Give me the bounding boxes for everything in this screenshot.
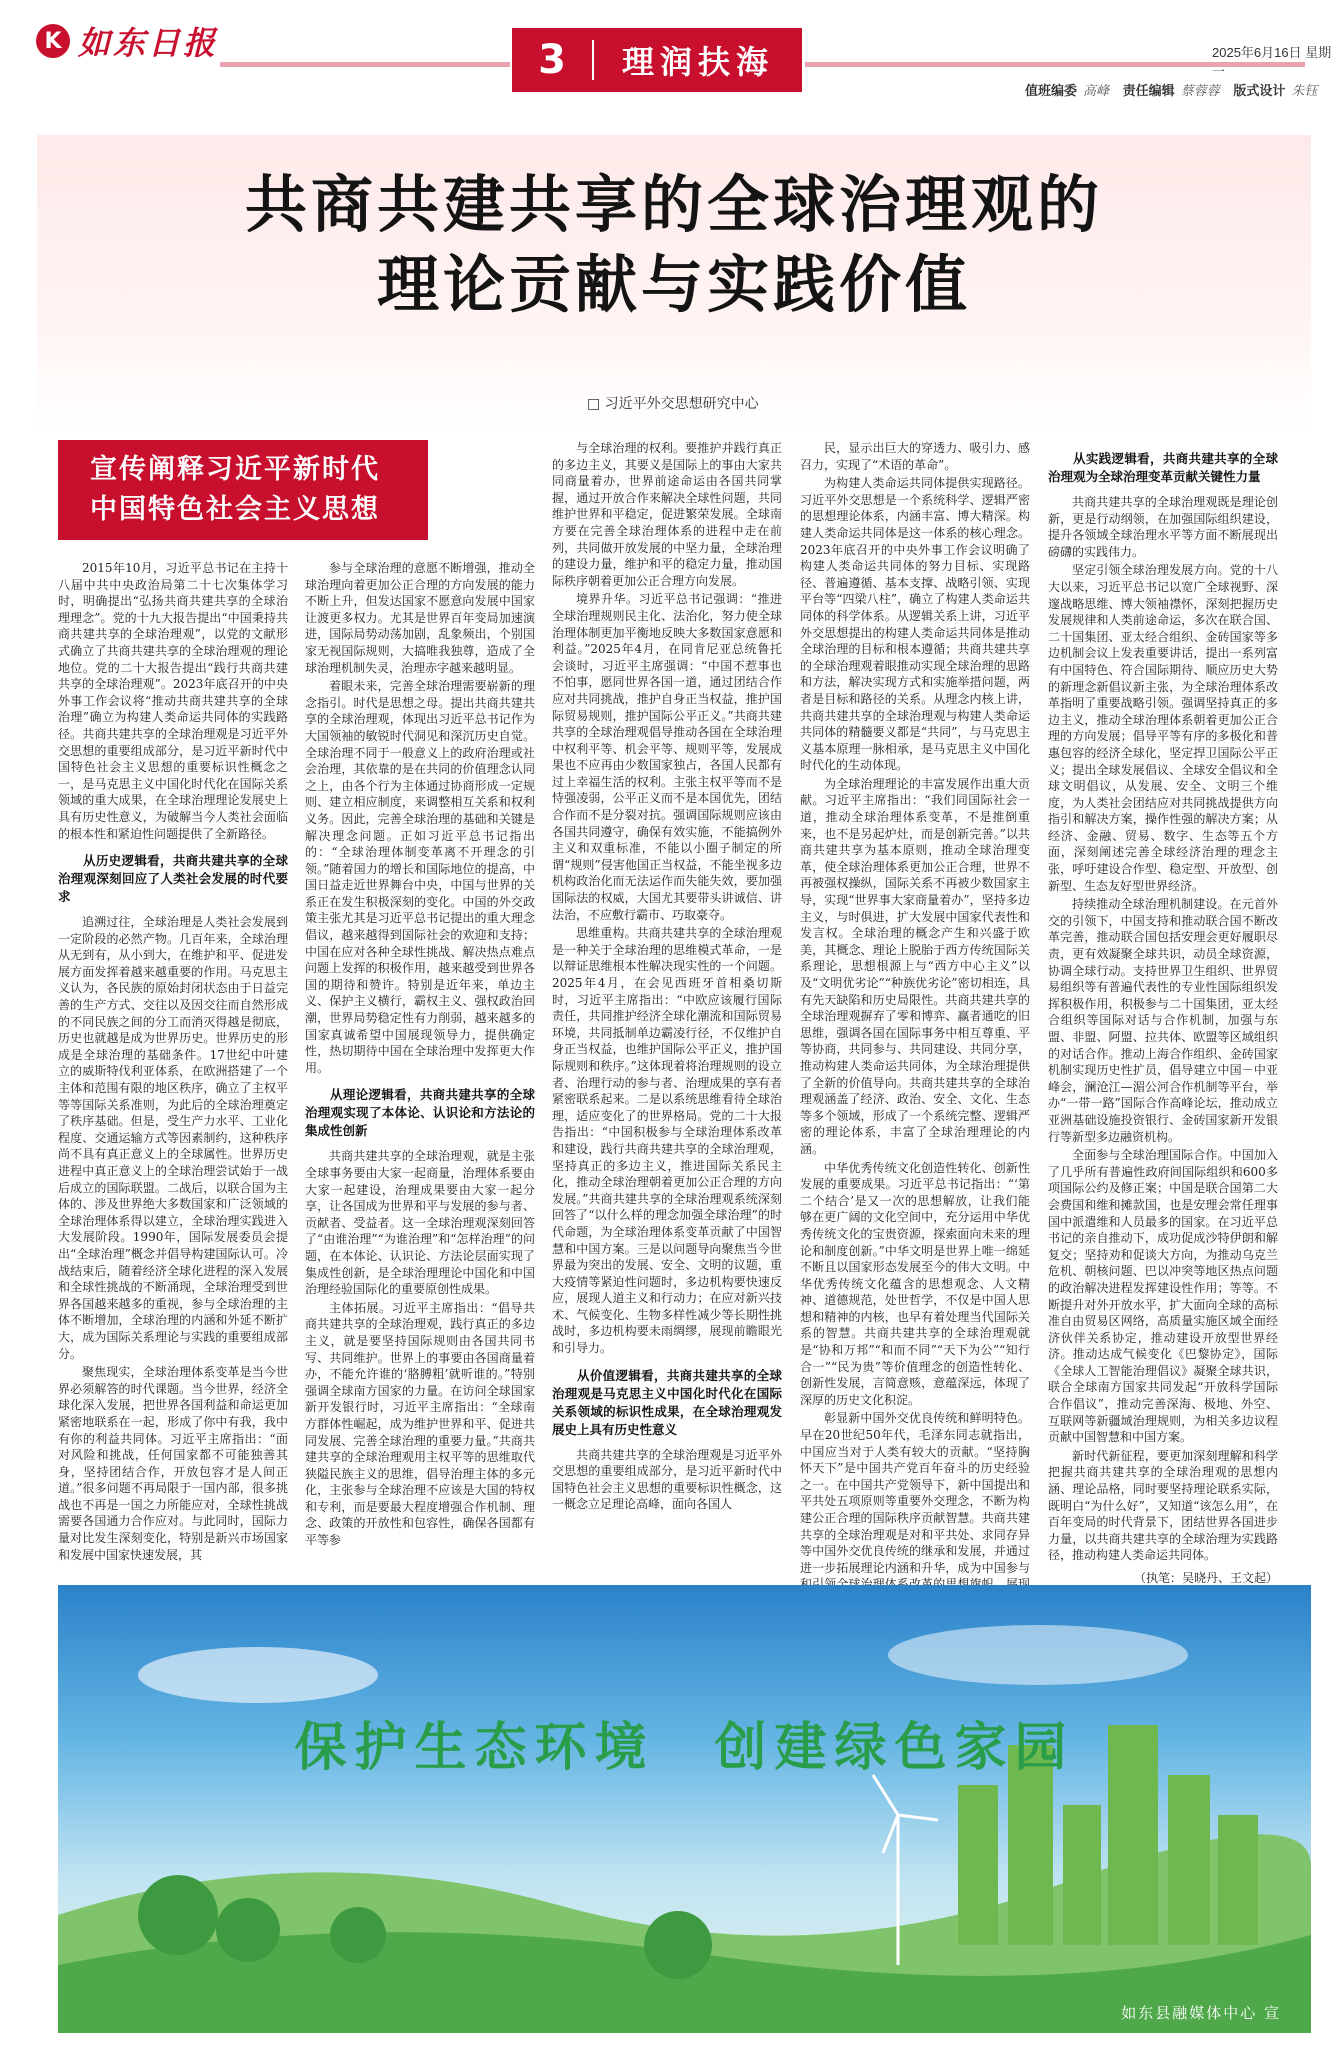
page-section-box (512, 28, 802, 92)
cloud-shape (138, 1647, 378, 1703)
column-5-body (1048, 450, 1278, 1564)
newspaper-name: 如东日报 (78, 24, 219, 62)
body-paragraph: 民，显示出巨大的穿透力、吸引力、感召力，实现了“术语的革命”。 (800, 441, 1030, 472)
body-paragraph: 持续推动全球治理机制建设。在元首外交的引领下，中国支持和推动联合国不断改革完善，推动联合国包括安理会更好履职尽责，更有效凝聚全球共识，动员全球资源，协调全球行动。支持世界卫生组织、世界贸易组织等有普遍代表性的专业性国际组织发挥积极作用，积极参与二十国集团，亚太经合组织等国际对话与合作机制，加强与东盟、非盟、阿盟、拉共体、欧盟等区域组织的对话合作。推动上海合作组织、金砖国家机制实现历史性扩员，倡导建立中国－中亚峰会，澜沧江—湄公河合作机制等平台，举办“一带一路”国际合作高峰论坛，推动成立亚洲基础设施投资银行、金砖国家新开发银行等新型多边融资机构。 (1048, 897, 1278, 1144)
body-paragraph: 着眼未来，完善全球治理需要崭新的理念指引。时代是思想之母。提出共商共建共享的全球治理观，体现出习近平总书记作为大国领袖的敏锐时代洞见和深沉历史自觉。全球治理不同于一般意义上的政府治理或社会治理，其依靠的是在共同的价值理念认同之上，由各个行为主体通过协商形成一定规则、建立相应制度，来调整相互关系和权利义务。因此，完善全球治理的基础和关键是解决理念问题。正如习近平总书记指出的：“全球治理体制变革离不开理念的引领。”随着国力的增长和国际地位的提高，中国日益走近世界舞台中央，中国与世界的关系正在发生积极深刻的变化。中国的外交政策主张尤其是习近平总书记提出的重大理念倡议，越来越得到国际社会的欢迎和支持；中国在应对各种全球性挑战、解决热点难点问题上发挥的积极作用，越来越受到世界各国的期待和赞许。特别是近年来，单边主义、保护主义横行，霸权主义、强权政治回潮，世界局势稳定性有力削弱，越来越多的国家真诚希望中国展现领导力，提供确定性，热切期待中国在全球治理中发挥更大作用。 (305, 679, 535, 1075)
body-paragraph: 为构建人类命运共同体提供实现路径。习近平外交思想是一个系统科学、逻辑严密的思想理论体系，内涵丰富、博大精深。构建人类命运共同体是这一体系的核心理念。2023年底召开的中央外事工作会议明确了构建人类命运共同体的努力目标、实现路径、普遍遵循、基本支撑、战略引领、实现平台等“四梁八柱”，确立了构建人类命运共同体的科学体系。从逻辑关系上讲，习近平外交思想提出的构建人类命运共同体是推动全球治理的目标和根本遵循；共商共建共享的全球治理观着眼推动实现全球治理的思路和方法，解决实现方式和实施举措问题，两者是目标和路径的关系。从理念内核上讲，共商共建共享的全球治理观与构建人类命运共同体的精髓要义都是“共同”，与马克思主义基本原理一脉相承，是马克思主义中国化时代化的生动体现。 (800, 476, 1030, 773)
headline-area (37, 135, 1311, 435)
section-heading: 从价值逻辑看，共商共建共享的全球治理观是马克思主义中国化时代化在国际关系领域的标识性成果，在全球治理观发展史上具有历史性意义 (552, 1367, 782, 1437)
editor-credits (1025, 80, 1327, 99)
author-signature: （执笔：吴晓丹、王文起） (1133, 1571, 1278, 1585)
body-paragraph: 共商共建共享的全球治理观，就是主张全球事务要由大家一起商量，治理体系要由大家一起建设，治理成果要由大家一起分享，让各国成为世界和平与发展的参与者、贡献者、受益者。这一全球治理观深刻回答了“由谁治理”“为谁治理”和“怎样治理”的问题，在本体论、认识论、方法论层面实现了集成性创新，是全球治理理论中国化和中国治理经验国际化的重要原创性成果。 (305, 1149, 535, 1297)
body-paragraph: 聚焦现实，全球治理体系变革是当今世界必须解答的时代课题。当今世界，经济全球化深入发展，把世界各国利益和命运更加紧密地联系在一起，形成了你中有我，我中有你的利益共同体。习近平主席指出：“面对风险和挑战，任何国家都不可能独善其身，坚持团结合作，开放包容才是人间正道。”很多问题不再局限于一国内部，很多挑战也不再是一国之力所能应对，全球性挑战需要各国通力合作应对。与此同时，国际力量对比发生深刻变化，特别是新兴市场国家和发展中国家快速发展，其 (58, 1365, 288, 1562)
body-paragraph: 参与全球治理的意愿不断增强，推动全球治理向着更加公正合理的方向发展的能力不断上升，但发达国家不愿意向发展中国家让渡更多权力。尤其是世界百年变局加速演进，国际局势动荡加剧，乱象频出，个别国家无视国际规则，大搞唯我独尊，造成了全球治理机制失灵，治理赤字越来越明显。 (305, 561, 535, 675)
editor-role: 值班编委 (1025, 83, 1078, 98)
poster-slogan: 保护生态环境 创建绿色家园 (294, 1717, 1075, 1778)
body-paragraph: 全面参与全球治理国际合作。中国加入了几乎所有普遍性政府间国际组织和600多项国际公约及修正案；中国是联合国第二大会费国和维和摊款国，也是安理会常任理事国中派遣维和人员最多的国家。在习近平总书记的亲自推动下，成功促成沙特伊朗和解复交；坚持劝和促谈大方向，为推动乌克兰危机、朝核问题、巴以冲突等地区热点问题的政治解决进程发挥建设性作用；等等。不断提升对外开放水平，扩大面向全球的高标准自由贸易区网络，高质量实施区域全面经济伙伴关系协定，推动建设开放型世界经济。推动达成气候变化《巴黎协定》，国际《全球人工智能治理倡议》凝聚全球共识，联合全球南方国家共同发起“开放科学国际合作倡议”，推动完善深海、极地、外空、互联网等新疆域治理规则，为相关多边议程贡献中国智慧和中国方案。 (1048, 1148, 1278, 1445)
section-heading: 从实践逻辑看，共商共建共享的全球治理观为全球治理变革贡献关键性力量 (1048, 451, 1278, 484)
body-paragraph: 中华优秀传统文化创造性转化、创新性发展的重要成果。习近平总书记指出：“‘第二个结合’是又一次的思想解放，让我们能够在更广阔的文化空间中，充分运用中华优秀传统文化的宝贵资源，探索面向未来的理论和制度创新。”中华文明是世界上唯一绵延不断且以国家形态发展至今的伟大文明。中华优秀传统文化蕴含的思想观念、人文精神、道德规范，处世哲学，不仅是中国人思想和精神的内核，也早有着处理当代国际关系的智慧。共商共建共享的全球治理观就是“协和万邦”“和而不同”“天下为公”“知行合一”“民为贵”等价值理念的创造性转化、创新性发展，言简意赅，意蕴深远，体现了深厚的历史文化积淀。 (800, 1160, 1030, 1407)
byline: □ 习近平外交思想研究中心 (587, 396, 759, 412)
issue-date: 2025年6月16日 星期一 (1212, 45, 1332, 79)
poster-credit: 如东县融媒体中心 宣 (1121, 2004, 1281, 2022)
cloud-shape (888, 1625, 1188, 1685)
body-paragraph: 新时代新征程，要更加深刻理解和科学把握共商共建共享的全球治理观的思想内涵、理论品格，同时要坚持理论联系实际，既明白“为什么好”，又知道“该怎么用”，在百年变局的时代背景下，团结世界各国进步力量，以共商共建共享的全球治理为实践路径，推动构建人类命运共同体。 (1048, 1448, 1278, 1563)
column-banner (58, 440, 428, 540)
body-paragraph: 追溯过往，全球治理是人类社会发展到一定阶段的必然产物。几百年来，全球治理从无到有，从小到大，在维护和平、促进发展方面发挥着越来越重要的作用。马克思主义认为，各民族的原始封闭状态由于日益完善的生产方式、交往以及因交往而自然形成的不同民族之间的分工而消灭得越是彻底，历史也就越是成为世界历史。世界历史的形成是全球治理的基础条件。17世纪中叶建立的威斯特伐利亚体系，在欧洲搭建了一个主体和范围有限的地区秩序，确立了主权平等等国际关系准则，为此后的全球治理奠定了秩序基础。但是，受生产力水平、工业化程度、交通运输方式等因素制约，这种秩序尚不具有真正意义上的全球属性。世界历史进程中真正意义上的全球治理尝试始于一战后成立的国际联盟。二战后，以联合国为主体的、涉及世界绝大多数国家和广泛领域的全球治理体系得以建立，全球治理实践进入大发展阶段。1990年，国际发展委员会提出“全球治理”概念并倡导构建国际认可。冷战结束后，随着经济全球化进程的深入发展和全球性挑战的不断涌现，全球治理受到世界各国越来越多的重视，参与全球治理的主体不断增加，全球治理的内涵和外延不断扩大，成为国际关系理论与实践的重要组成部分。 (58, 915, 288, 1361)
article-column-1 (58, 560, 288, 1565)
article-column-2 (305, 560, 535, 1565)
editor-name: 朱钰 (1291, 83, 1318, 98)
masthead (0, 0, 1339, 130)
body-paragraph: 与全球治理的权利。要推护并践行真正的多边主义，其要义是国际上的事由大家共同商量着办，世界前途命运由各国共同掌握，通过开放合作来解决全球性问题，共同维护世界和平稳定，促进繁荣发展。全球南方要在完善全球治理体系的进程中走在前列，共同做开放发展的中坚力量，全球治理的建设力量，维护和平的稳定力量，推动国际秩序朝着更加公正合理方向发展。 (552, 441, 782, 588)
poster-illustration (58, 1585, 1311, 2033)
body-paragraph: 坚定引领全球治理发展方向。党的十八大以来，习近平总书记以宽广全球视野、深邃战略思维、博大领袖襟怀，深刻把握历史发展规律和人类前途命运，多次在联合国、二十国集团、亚太经合组织、金砖国家等多边机制会议上发表重要讲话，提出一系列富有中国特色、符合国际期待、顺应历史大势的新理念新倡议新主张，为全球治理体系改革指明了重要战略引领。强调坚持真正的多边主义，推动全球治理体系朝着更加公正合理的方向发展；倡导平等有序的多极化和普惠包容的经济全球化，坚定捍卫国际公平正义；提出全球发展倡议、全球安全倡议和全球文明倡议，从发展、安全、文明三个维度，为人类社会团结应对共同挑战提供方向指引和解决方案，操作性强的解决方案；从经济、金融、贸易、数字、生态等五个方面，深刻阐述完善全球经济治理的理念主张，呼吁建设合作型、稳定型、开放型、创新型、生态友好型世界经济。 (1048, 563, 1278, 893)
editor-role: 责任编辑 (1122, 83, 1175, 98)
section-heading: 从理论逻辑看，共商共建共享的全球治理观实现了本体论、认识论和方法论的集成性创新 (305, 1087, 535, 1139)
article-column-5 (1048, 440, 1278, 1585)
body-paragraph: 境界升华。习近平总书记强调：“推进全球治理规则民主化、法治化，努力使全球治理体制更加平衡地反映大多数国家意愿和利益。”2025年4月，在同肯尼亚总统鲁托会谈时，习近平主席强调：“中国不惹事也不怕事，愿同世界各国一道，通过团结合作应对共同挑战，推护自身正当权益，推护国际贸易规则，推护国际公平正义。”共商共建共享的全球治理观倡导推动各国在全球治理中权利平等、机会平等、规则平等，发展成果也不应再由少数国家独占，各国人民都有过上幸福生活的权利。主张主权平等而不是恃强凌弱，公平正义而不是本国优先，团结合作而不是分裂对抗。强调国际规则应该由各国共同遵守，确保有效实施，不能搞例外主义和双重标准，不能以小圈子制定的所谓“规则”侵害他国正当权益，不能坐视多边机构政治化而无法运作而失能失效，要加强国际法的权威，大国尤其要带头讲诚信、讲法治，不应敷行霸市、巧取豪夺。 (552, 592, 782, 922)
section-heading: 从历史逻辑看，共商共建共享的全球治理观深刻回应了人类社会发展的时代要求 (58, 853, 288, 905)
masthead-divider-left (220, 62, 510, 67)
editor-name: 高峰 (1083, 83, 1110, 98)
logo-icon: K (36, 24, 70, 58)
body-paragraph: 思维重构。共商共建共享的全球治理观是一种关于全球治理的思维模式革命，一是以辩证思维根本性解决现实性的一个问题。2025年4月，在会见西班牙首相桑切斯时，习近平主席指出：“中欧应该履行国际责任，共同推护经济全球化潮流和国际贸易环境，共同抵制单边霸凌行径，不仅维护自身正当权益，也维护国际公平正义，推护国际规则和秩序。”这体现着将治理规则的设立者、治理行动的参与者、治理成果的享有者紧密联系起来。二是以系统思维看待全球治理，适应变化了的世界格局。党的二十大报告指出：“中国积极参与全球治理体系改革和建设，践行共商共建共享的全球治理观，坚持真正的多边主义，推进国际关系民主化，推动全球治理朝着更加公正合理的方向发展。”共商共建共享的全球治理观系统深刻回答了“以什么样的理念加强全球治理”的时代命题，为全球治理体系变革贡献了中国智慧和中国方案。三是以问题导向聚焦当今世界最为突出的发展、安全、文明的议题，重大疫情等紧迫性问题时，多边机构要快速反应，展现人道主义和行动力；在应对新兴技术、气候变化、生物多样性减少等长期性挑战时，多边机构要未雨绸缪，展现前瞻眼光和引导力。 (552, 926, 782, 1356)
body-paragraph: 彰显新中国外交优良传统和鲜明特色。早在20世纪50年代，毛泽东同志就指出，中国应当对于人类有较大的贡献。“坚持胸怀天下”是中国共产党百年奋斗的历史经验之一。在中国共产党领导下，新中国提出和平共处五项原则等重要外交理念，不断为构建公正合理的国际秩序贡献智慧。共商共建共享的全球治理观是对和平共处、求同存异等中国外交优良传统的继承和发展，并通过进一步拓展理论内涵和升华，成为中国参与 (800, 1411, 1030, 1575)
body-paragraph: 共商共建共享的全球治理观既是理论创新，更是行动纲领，在加强国际组织建设，提升各领域全球治理水平等方面不断展现出磅礴的实践伟力。 (1048, 495, 1278, 559)
body-paragraph: 2015年10月，习近平总书记在主持十八届中共中央政治局第二十七次集体学习时，明确提出“弘扬共商共建共享的全球治理理念”。党的十九大报告提出“中国秉持共商共建共享的全球治理观”，以党的文献形式确立了共商共建共享的全球治理观的理论地位。党的二十大报告提出“践行共商共建共享的全球治理观”。2023年底召开的中央外事工作会议将“推动共商共建共享的全球治理”确立为构建人类命运共同体的实践路径。共商共建共享的全球治理观是习近平外交思想的重要组成部分，是习近平新时代中国特色社会主义思想的重要标识性概念之一，是马克思主义中国化时代化在国际关系领域的重大成果，在全球治理理论发展史上具有历史性意义，为破解当今人类社会面临的根本性和紧迫性问题提供了全新路径。 (58, 561, 288, 841)
newspaper-logo (36, 18, 218, 64)
public-service-poster (58, 1585, 1311, 2033)
headline-line-1: 共商共建共享的全球治理观的 (244, 168, 1103, 241)
banner-line-1: 宣传阐释习近平新时代 (90, 454, 380, 485)
article-column-4 (800, 440, 1030, 1575)
body-paragraph: 为全球治理理论的丰富发展作出重大贡献。习近平主席指出：“我们同国际社会一道，推动全球治理体系变革，不是推倒重来，也不是另起炉灶，而是创新完善。”以共商共建共享为基本原则，推动全球治理变革，使全球治理体系更加公正合理，世界不再被强权操纵，国际关系不再被少数国家主导，实现“世界事大家商量着办”，坚持多边主义，与时俱进，扩大发展中国家代表性和发言权。全球治理的概念产生和兴盛于欧美，其概念、理论上脱胎于西方传统国际关系理论，思想根源上与“西方中心主义”以及“文明优劣论”“种族优劣论”密切相连，具有先天缺陷和历史局限性。共商共建共享的全球治理观摒弃了零和博弈、赢者通吃的旧思维，强调各国在国际事务中相互尊重、平等协商，共同参与、共同建设、共同分享，推动构建人类命运共同体，为全球治理提供了全新的价值导向。共商共建共享的全球治理观涵盖了经济、政治、安全、文化、生态等多个领域，形成了一个系统完整、逻辑严密的理论体系，丰富了全球治理理论的内涵。 (800, 776, 1030, 1156)
banner-line-2: 中国特色社会主义思想 (90, 494, 380, 525)
editor-role: 版式设计 (1233, 83, 1286, 98)
body-paragraph: 共商共建共享的全球治理观是习近平外交思想的重要组成部分，是习近平新时代中国特色社会主义思想的重要标识性概念，这一概念立足理论高峰，面向各国人 (552, 1447, 782, 1512)
body-paragraph: 主体拓展。习近平主席指出：“倡导共商共建共享的全球治理观，践行真正的多边主义，就是要坚持国际规则由各国共同书写、共同维护。世界上的事要由各国商量着办，不能允许谁的‘胳膊粗’就听谁的。”特别强调全球南方国家的力量。在访问全球国家新开发银行时，习近平主席指出：“全球南方群体性崛起，成为维护世界和平、促进共同发展、完善全球治理的重要力量。”共商共建共享的全球治理观用主权平等的思维取代狭隘民族主义的思维，倡导治理主体的多元化，主张参与全球治理不应该是大国的特权和专利，而是要最大程度增强合作机制、理念、政策的开放性和包容性，确保各国都有平等参 (305, 1300, 535, 1548)
article-column-3 (552, 440, 782, 1565)
page-number: 3 (538, 37, 566, 83)
headline-line-2: 理论贡献与实践价值 (376, 248, 971, 321)
editor-name: 蔡蓉蓉 (1180, 83, 1220, 98)
column-name: 理润扶海 (621, 43, 774, 81)
